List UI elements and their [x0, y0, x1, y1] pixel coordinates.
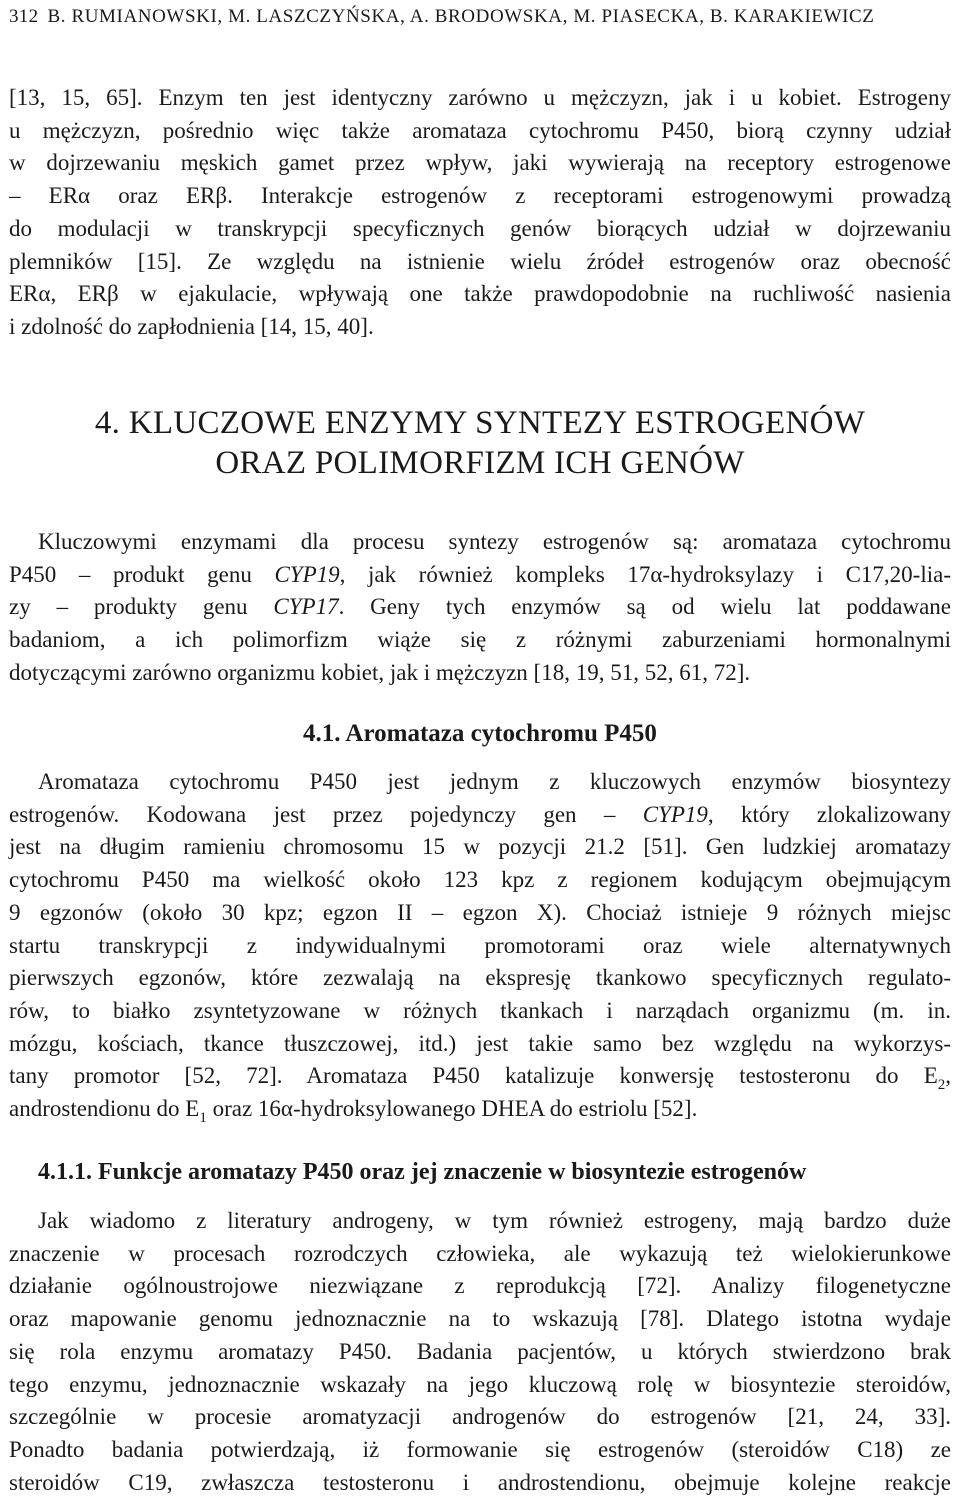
- paragraph-aromatase-functions: [9, 1205, 951, 1499]
- text-line: P450 – produkt genu CYP19, jak również kompleks 17α-hydroksylazy i C17,20-lia-: [9, 561, 951, 587]
- text-line: estrogenów. Kodowana jest przez pojedynczy gen – CYP19, który zlokalizowany: [9, 801, 951, 827]
- paragraph-key-enzymes: [9, 526, 951, 690]
- text-line: Ponadto badania potwierdzają, iż formowanie się estrogenów (steroidów C18) ze: [9, 1436, 951, 1462]
- section-heading-line: ORAZ POLIMORFIZM ICH GENÓW: [215, 445, 745, 481]
- text-line: steroidów C19, zwłaszcza testosteronu i androstendionu, obejmuje kolejne reakcje: [9, 1469, 951, 1495]
- text-line: Jak wiadomo z literatury androgeny, w tym również estrogeny, mają bardzo duże: [38, 1208, 951, 1233]
- text-line: jest na długim ramieniu chromosomu 15 w pozycji 21.2 [51]. Gen ludzkiej aromatazy: [9, 834, 951, 860]
- gene-name: CYP17: [273, 594, 339, 620]
- subscript: 2: [937, 1077, 946, 1094]
- text-line: Aromataza cytochromu P450 jest jednym z kluczowych enzymów biosyntezy: [38, 769, 951, 794]
- section-heading-line: 4. KLUCZOWE ENZYMY SYNTEZY ESTROGENÓW: [94, 405, 866, 441]
- text-line: tego enzymu, jednoznacznie wskazały na jego kluczową rolę w biosyntezie steroidów,: [9, 1371, 951, 1397]
- running-head-authors: B. RUMIANOWSKI, M. LASZCZYŃSKA, A. BRODOWSKA, M. PIASECKA, B. KARAKIEWICZ: [47, 6, 875, 27]
- gene-name: CYP19: [274, 561, 340, 587]
- text-line: badaniom, a ich polimorfizm wiąże się z różnymi zaburzeniami hormonalnymi: [9, 627, 951, 653]
- text-line: w dojrzewaniu męskich gamet przez wpływ, jaki wywierają na receptory estrogenowe: [9, 150, 951, 176]
- text-line: 9 egzonów (około 30 kpz; egzon II – egzon X). Chociaż istnieje 9 różnych miejsc: [9, 899, 951, 925]
- text-line: [13, 15, 65]. Enzym ten jest identyczny zarówno u mężczyzn, jak i u kobiet. Estrogeny: [9, 85, 951, 110]
- text-line: zy – produkty genu CYP17. Geny tych enzymów są od wielu lat poddawane: [9, 594, 951, 620]
- page-number: 312: [9, 6, 39, 27]
- text-line: ERα, ERβ w ejakulacie, wpływają one także prawdopodobnie na ruchliwość nasienia: [9, 281, 951, 307]
- text-line: u mężczyzn, pośrednio więc także aromataza cytochromu P450, biorą czynny udział: [9, 117, 951, 143]
- text-line: – ERα oraz ERβ. Interakcje estrogenów z receptorami estrogenowymi prowadzą: [9, 183, 951, 209]
- text-line: oraz mapowanie genomu jednoznacznie na to wskazują [78]. Dlatego istotna wydaje: [9, 1306, 951, 1332]
- text-line: szczególnie w procesie aromatyzacji androgenów do estrogenów [21, 24, 33].: [9, 1404, 951, 1430]
- text-line: znaczenie w procesach rozrodczych człowieka, ale wykazują też wielokierunkowe: [9, 1240, 951, 1266]
- text-line: i zdolność do zapłodnienia [14, 15, 40].: [9, 313, 374, 339]
- paragraph-continuation: [9, 82, 951, 344]
- text-line: działanie ogólnoustrojowe niezwiązane z reprodukcją [72]. Analizy filogenetyczne: [9, 1273, 951, 1299]
- text-line: startu transkrypcji z indywidualnymi promotorami oraz wiele alternatywnych: [9, 932, 951, 958]
- text-line: pierwszych egzonów, które zezwalają na ekspresję tkankowo specyficznych regulato-: [9, 965, 951, 991]
- text-line: androstendionu do $E_1$ oraz 16α-hydroksylowanego DHEA do estriolu [52].: [9, 1096, 698, 1127]
- text-line: tany promotor [52, 72]. Aromataza P450 katalizuje konwersję testosteronu do $E_2$,: [9, 1063, 951, 1094]
- running-head: [9, 6, 875, 28]
- section-heading: [0, 403, 960, 483]
- text-line: Kluczowymi enzymami dla procesu syntezy estrogenów są: aromataza cytochromu: [38, 529, 951, 554]
- gene-name: CYP19: [642, 801, 708, 827]
- paragraph-aromatase: [9, 766, 951, 1126]
- subsubsection-heading: 4.1.1. Funkcje aromatazy P450 oraz jej znaczenie w biosyntezie estrogenów: [38, 1159, 807, 1185]
- subscript: 1: [199, 1110, 207, 1127]
- text-line: się rola enzymu aromatazy P450. Badania pacjentów, u których stwierdzono brak: [9, 1338, 951, 1364]
- text-line: rów, to białko zsyntetyzowane w różnych tkankach i narządach organizmu (m. in.: [9, 997, 951, 1023]
- text-line: cytochromu P450 ma wielkość około 123 kpz z regionem kodującym obejmującym: [9, 867, 951, 893]
- subsection-heading: 4.1. Aromataza cytochromu P450: [303, 720, 657, 747]
- text-line: do modulacji w transkrypcji specyficznych genów biorących udział w dojrzewaniu: [9, 215, 951, 241]
- text-line: dotyczącymi zarówno organizmu kobiet, jak i mężczyzn [18, 19, 51, 52, 61, 72].: [9, 659, 751, 685]
- text-line: mózgu, kościach, tkance tłuszczowej, itd.) jest takie samo bez względu na wykorzys-: [9, 1030, 951, 1056]
- text-line: plemników [15]. Ze względu na istnienie wielu źródeł estrogenów oraz obecność: [9, 248, 951, 274]
